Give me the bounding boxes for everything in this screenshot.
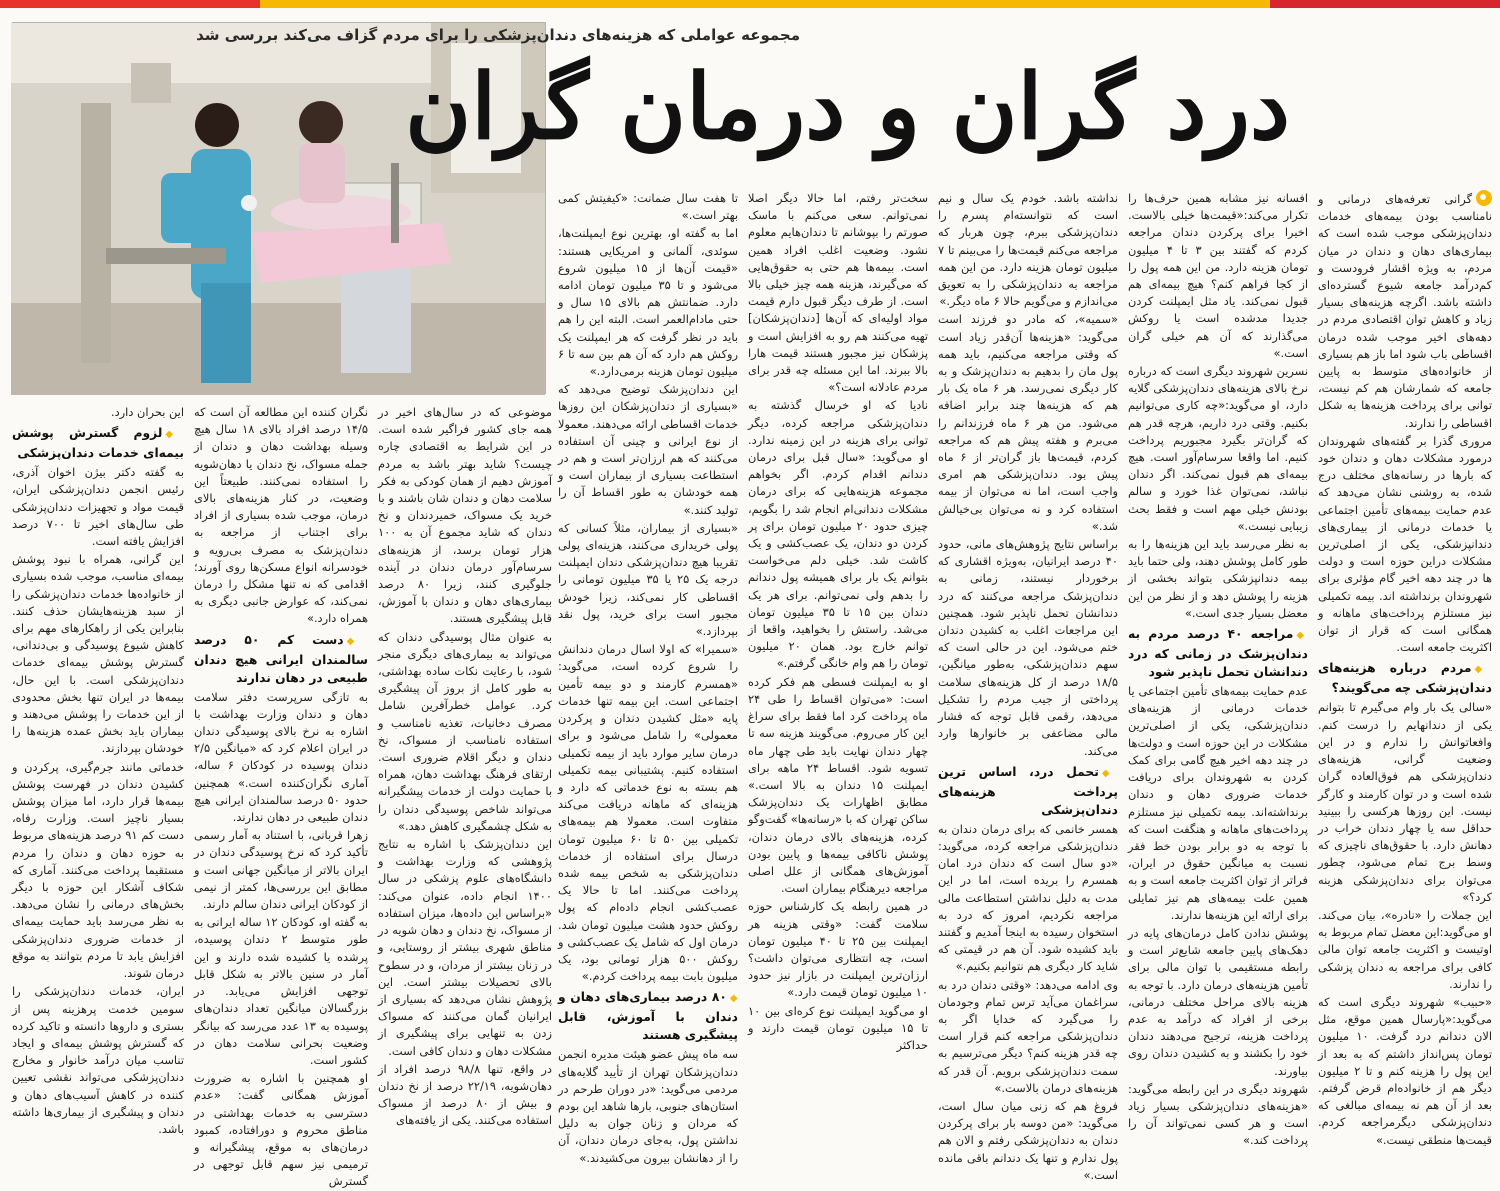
paragraph: فروغ هم که زنی میان سال است، می‌گوید: «من دوسه بار برای پرکردن دندان به دندان‌پزشکی رفتم و الان هم پول ندارم و تنها یک دندانم باقی مانده است.» [938,1098,1118,1182]
paragraph: خدماتی مانند جرم‌گیری، پرکردن و کشیدن دندان در فهرست پوشش بیمه‌ها قرار دارد، اما میزان پوشش بسیار ناچیز است. وزارت رفاه، دست کم ۹۱ درصد هزینه‌های مربوط به حوزه دهان و دندان را مردم مستقیما پرداخت می‌کنند. آماری که شکاف آشکار این حوزه با دیگر بخش‌های درمانی را نشان می‌دهد. به نظر می‌رسد باید حمایت بیمه‌ای از خدمات ضروری دندان‌پزشکی افزایش یابد تا مردم بتوانند به موقع درمان شوند. [12,759,184,981]
paragraph: سخت‌تر رفتم، اما حالا دیگر اصلا نمی‌توانم. سعی می‌کنم با ماسک صورتم را بپوشانم تا دندان‌هایم معلوم نشود. وضعیت اغلب افراد همین است. بیمه‌ها هم حتی به حقوق‌هایی که می‌گیرند، هزینه همه چیز خیلی بالا است. از طرف دیگر قبول دارم قیمت مواد اولیه‌ای که آن‌ها [دندان‌پزشکان] تهیه می‌کنند هم رو به افزایش است و پزشکان نیز مجبور هستند قیمت هارا بالا ببرند. اما این مسئله چه قدر برای مردم عادلانه است؟» [748,191,928,395]
paragraph: نگران کننده این مطالعه آن است که ۱۴/۵ درصد افراد بالای ۱۸ سال هیچ وسیله بهداشت دهان و دندان از جمله مسواک، نخ دندان یا دهان‌شویه را استفاده نمی‌کنند. طبیعتاً این وضعیت، در کنار هزینه‌های بالای درمان، موجب شده بسیاری از افراد برای اجتناب از مراجعه به دندان‌پزشک به مصرف بی‌رویه و خودسرانه انواع مسکن‌ها روی آورند؛ اقدامی که نه تنها مشکل را درمان نمی‌کند، که عوارض جانبی دیگری به همراه دارد.» [194,405,368,626]
paragraph: وی ادامه می‌دهد: «وقتی دندان درد به سراغمان می‌آید ترس تمام وجودمان را می‌گیرد که خدایا اگر به دندان‌پزشکی مراجعه کنم قرار است چه قدر هزینه کنم؟ دیگر می‌ترسیم به سمت دندان‌پزشکی برویم. آن قدر که هزینه‌های درمان بالاست.» [938,977,1118,1095]
paragraph: «سمیرا» که اولا اسال درمان دندانش را شروع کرده است، می‌گوید: «همسرم کارمند و دو بیمه تأمین اجتماعی است. این بیمه تنها خدمات پایه «مثل کشیدن دندان و پرکردن معمولی» را شامل می‌شود و برای درمان سایر موارد باید از بیمه تکمیلی استفاده کنیم. پشتیبانی بیمه تکمیلی هم بسته به نوع خدماتی که دارد و هزینه‌ای که ماهانه دریافت می‌کند متفاوت است. معمولا هم بیمه‌های تکمیلی بین ۵۰ تا ۶۰ میلیون تومان درسال برای استفاده از خدمات دندان‌پزشکی به شخص بیمه شده پرداخت می‌کنند. اما تا حالا یک عصب‌کشی انجام داده‌ام که پول روکش حدود هشت میلیون تومان شد. درمان اول که شامل یک عصب‌کشی و روکش ۵۰۰ هزار تومانی بود، یک میلیون بابت بیمه پرداخت کردم.» [558,642,738,984]
top-color-bar [0,0,1500,8]
paragraph: به نظر می‌رسد باید این هزینه‌ها را به طور کامل پوشش دهند، ولی حتما باید بیمه دندانپزشکی بتواند بخشی از هزینه را پوشش دهد و از نظر من این معضل بسیار جدی است.» [1128,537,1308,620]
paragraph: نداشته باشد. خودم یک سال و نیم است که نتوانسته‌ام پسرم را دندان‌پزشکی ببرم، چون هربار که مراجعه می‌کنم قیمت‌ها را می‌بینم تا ۷ میلیون تومان هزینه دارد. من این همه مراجعه به دندان‌پزشکی را به تعویق می‌اندازم و می‌گویم حالا ۶ ماه دیگر.» [938,191,1118,309]
paragraph: این گرانی، همراه با نبود پوشش بیمه‌ای مناسب، موجب شده بسیاری از خانواده‌ها خدمات دندان‌پزشکی را از سبد هزینه‌هایشان حذف کنند. بنابراین یکی از راهکارهای مهم برای کاهش شیوع پوسیدگی و بی‌دندانی، گسترش پوشش بیمه‌ای خدمات دندان‌پزشکی است. با این حال، بیمه‌ها در ایران تنها بخش محدودی از این خدمات را پوشش می‌دهند و بیماران باید بخش عمده هزینه‌ها را خودشان بپردازند. [12,552,184,756]
paragraph: سه ماه پیش عضو هیئت مدیره انجمن دندان‌پزشکان تهران از تأیید گلایه‌های مردمی می‌گوید: «در دوران طرحم در استان‌های جنوبی، بارها شاهد این بودم که مردان و زنان جوان به دلیل نداشتن پول، به‌جای درمان دندان، آن را از دهانشان بیرون می‌کشیدند.» [558,1047,738,1165]
paragraph: او می‌گوید ایمپلنت نوع کره‌ای بین ۱۰ تا ۱۵ میلیون تومان قیمت دارند و حداکثر [748,1003,928,1052]
paragraph: موضوعی که در سال‌های اخیر در همه جای کشور فراگیر شده است. در این شرایط به اقتصادی چاره چیست؟ شاید بهتر باشد به مردم آموزش دهیم از همان کودکی به فکر سلامت دهان و دندان شان باشند و با خرید یک مسواک، خمیردندان و نخ دندان که شاید مجموع آن به ۱۰۰ هزار تومان برسد، از هزینه‌های سرسام‌آور درمان دندان در آینده جلوگیری کنند، زیرا ۸۰ درصد بیماری‌های دهان و دندان با آموزش، قابل پیشگیری هستند. [378,405,552,626]
paragraph: براساس نتایج پژوهش‌های مانی، حدود ۴۰ درصد ایرانیان، به‌ویژه اقشاری که برخوردار نیستند، زمانی به دندان‌پزشک مراجعه می‌کنند که درد دندانشان تحمل ناپذیر شود. همچنین این مراجعات اغلب به کشیدن دندان ختم می‌شود. این در حالی است که سهم دندان‌پزشکی، به‌طور میانگین، ۱۸/۵ درصد از کل هزینه‌های سلامت پرداختی از جیب مردم را تشکیل می‌دهد، رقمی قابل توجه که فشار مالی مضاعفی بر خانوارها وارد می‌کند. [938,537,1118,758]
column-4 [747,190,929,1052]
column-3 [938,190,1118,1182]
column-2 [1128,190,1308,1148]
paragraph: در همین رابطه یک کارشناس حوزه سلامت گفت: «وقتی هزینه هر ایمپلنت بین ۲۵ تا ۴۰ میلیون تومان است، چه انتظاری می‌توان داشت؟ ارزان‌ترین ایمپلنت در بازار نیز حدود ۱۰ میلیون تومان قیمت دارد.» [748,899,928,1000]
paragraph: نسرین شهروند دیگری است که درباره نرخ بالای هزینه‌های دندان‌پزشکی گلایه دارد، او می‌گوید:«چه کاری می‌توانیم بکنیم. وقتی درد داریم، هرچه قدر هم که گران‌تر بگیرد مجبوریم پرداخت کنیم. اما واقعا سرسام‌آور است. هیچ بیمه‌ای هم قبول نمی‌کند. اگر دندان نباشد، نمی‌توان غذا خورد و سالم بودنش خیلی مهم است و فقط بحث زیبایی نیست.» [1128,364,1308,533]
paragraph: نادیا که او خرسال گذشته به دندان‌پزشکی مراجعه کرده، دیگر توانی برای هزینه در این زمینه ندارد. او می‌گوید: «سال قبل برای درمان دندانم اقدام کردم. اگر بخواهم مجموعه هزینه‌هایی که برای درمان مشکلات دندانی‌ام انجام شد را بگویم، چیزی حدود ۲۰ میلیون تومان برای پر کردن دو دندان، یک عصب‌کشی و یک کاشت شد. خیلی دلم می‌خواست بتوانم یک بار برای همیشه پول دندانم را بدهم ولی نمی‌توانم. برای هر یک دندان بین ۱۵ تا ۳۵ میلیون تومان می‌شد. راستش را بخواهید، واقعا از توانم خارج بود. همان ۲۰ میلیون تومان را هم وام خانگی گرفتم.» [748,398,929,671]
paragraph: تا هفت سال ضمانت: «کیفیتش کمی بهتر است.» [558,191,738,223]
paragraph: اما به گفته او، بهترین نوع ایمپلنت‌ها، سوئدی، آلمانی و امریکایی هستند: «قیمت آن‌ها از ۱۵ میلیون شروع می‌شود و تا ۳۵ میلیون تومان ادامه دارد. ضمانتش هم بالای ۱۵ سال و حتی مادام‌العمر است. البته این را هم باید در نظر گرفت که هر ایمپلنت یک روکش هم دارد که آن هم بین سه تا ۶ میلیون تومان هزینه برمی‌دارد.» [558,226,739,379]
subheading: ◆ مردم درباره هزینه‌های دندان‌پزشکی چه می‌گویند؟ [1318,659,1492,697]
paragraph: این دندان‌پزشک با اشاره به نتایج پژوهشی که وزارت بهداشت و دانشگاه‌های علوم پزشکی در سال ۱۴۰۰ انجام داده، عنوان می‌کند: «براساس این داده‌ها، میزان استفاده از مسواک، نخ دندان و دهان شویه در مناطق شهری بیشتر از روستایی، و در زنان بیشتر از مردان، و در سطوح بالای تحصیلات بیشتر است. این پژوهش نشان می‌دهد که بسیاری از ایرانیان گمان می‌کنند که مسواک زدن به تنهایی برای پیشگیری از مشکلات دهان و دندان کافی است. [378,837,552,1058]
subheading: ◆ تحمل درد، اساس ترین پرداخت هزینه‌های دندان‌پزشکی [938,763,1118,819]
subheading: ◆ ۸۰ درصد بیماری‌های دهان و دندان با آموزش، قابل پیشگیری هستند [558,988,738,1044]
paragraph: به عنوان مثال پوسیدگی دندان که می‌تواند به بیماری‌های دیگری منجر شود، با رعایت نکات ساده بهداشتی، به طور کامل از بروز آن پیشگیری کرد. عوامل خطرآفرین شامل مصرف دخانیات، تغذیه نامناسب و استفاده نامناسب از مسواک، نخ دندان و دیگر اقلام ضروری است. ارتقای فرهنگ بهداشت دهان، همراه با حمایت دولت از خدمات پیشگیرانه می‌تواند شاخص پوسیدگی دندان را به شکل چشمگیری کاهش دهد.» [378,629,552,833]
column-8 [378,404,552,1128]
paragraph: «سمیه»، که مادر دو فرزند است می‌گوید: «هزینه‌ها آن‌قدر زیاد است که وقتی مراجعه می‌کنیم، باید همه پول مان را بدهیم به دندان‌پزشک و به کار دیگری نمی‌رسد. هر ۶ ماه یک بار هم که هزینه‌ها چند برابر اضافه می‌شود. من هر ۶ ماه فرزندانم را می‌برم و هفته پیش هم که مراجعه کردم، قیمت‌ها باز گران‌تر از ۶ ماه پیش بود. دندان‌پزشکی هم امری واجب است، اما نه می‌توان از بیمه استفاده کرد و نه می‌توان بی‌خیالش شد.» [938,312,1118,533]
paragraph: به گفته دکتر بیژن اخوان آذری، رئیس انجمن دندان‌پزشکی ایران، قیمت مواد و تجهیزات دندان‌پزشکی طی سال‌های اخیر تا ۷۰۰ درصد افزایش یافته است. [12,465,184,549]
paragraph: پوشش ندادن کامل درمان‌های پایه در دهک‌های پایین جامعه شایع‌تر است و رابطه مستقیمی با توان مالی برای تأمین هزینه‌های درمان دارد. با توجه به هزینه بالای مراحل مختلف درمانی، برخی از افراد که درآمد به عدم پرداخت هزینه، ترجیح می‌دهند دندان خود را بکشند و به کشیدن دندان روی بیاورند. [1128,925,1308,1078]
bullet-icon [1476,190,1492,206]
paragraph: او به ایمپلنت فسطی هم فکر کرده است: «می‌توان اقساط را طی ۲۴ ماه پرداخت کرد اما فقط برای سراغ این کار می‌روم. می‌گویند هزینه سه تا چهار دندان نهایت باید طی چهار ماه تسویه شود. اقساط ۲۴ ماهه برای ایمپلنت ۱۵ دندان به بالا است.» مطابق اظهارات یک دندان‌پزشک ساکن تهران که با «رسانه‌ها» گفت‌وگو کرده، هزینه‌های بالای درمان دندان، پوشش ناکافی بیمه‌ها و پایین بودن آموزش‌های همگانی از علل اصلی مراجعه دیرهنگام بیماران است. [747,674,928,896]
paragraph: مروری گذرا بر گفته‌های شهروندان درمورد مشکلات دهان و دندان خود که بارها در رسانه‌های مختلف درج شده، به روشنی نشان می‌دهد که عدم حمایت بیمه‌های تأمین اجتماعی یا خدمات درمانی از بیماری‌های دندانپزشکی، یکی از اصلی‌ترین مشکلات دراین حوزه است و دولت ها در چند دهه اخیر گام مؤثری برای شهروندان برنداشته اند. بیمه تکمیلی نیز مستلزم پرداخت‌های ماهانه و همگانی است که قرار از توان اکثریت جامعه است. [1318,433,1492,655]
article-kicker: مجموعه عواملی که هزینه‌های دندان‌پزشکی را برای مردم گزاف می‌کند بررسی شد [196,26,800,44]
paragraph: همسر خانمی که برای درمان دندان به دندان‌پزشکی مراجعه کرده، می‌گوید: «دو سال است که دندان درد امان همسرم را بریده است، اما در این مدت به دلیل نداشتن استطاعت مالی مراجعه نکردیم، امروز که درد به استخوان رسیده به اینجا آمدیم و گفتند باید کشیده شود. آن هم در قیمتی که شاید کار دیگری هم نتوانیم بکنیم.» [938,821,1118,974]
article-headline: درد گران و درمان گران [405,54,1290,160]
paragraph: «سالی یک بار وام می‌گیرم تا بتوانم یکی از دندانهایم را درست کنم. وافعاتوانش را ندارم و در این وضعیت گرانی، هزینه‌های دندان‌پزشکی هم فوق‌العاده گران شده است و در توان کارمند و کارگر نیست. این روزها هرکسی را ببینید حداقل سه یا چهار دندان خراب در دهانش دارد. با حقوق‌های ناچیزی که وسط برج تمام می‌شود، چطور می‌توان برای دندان‌پزشکی هزینه کرد؟» [1318,700,1492,904]
column-6 [12,404,184,1136]
paragraph: «بسیاری از بیماران، مثلاً کسانی که پولی خریداری می‌کنند، هزینه‌ای پولی تقریبا هیچ دندان‌پزشکی دندان ایمپلنت درجه یک ۲۵ یا ۳۵ میلیون تومانی را اقساطی کار نمی‌کند، زیرا خودش مجبور است برای خرید، پول نقد بپردازد.» [558,520,738,639]
paragraph: او همچنین با اشاره به ضرورت آموزش همگانی گفت: «عدم دسترسی به خدمات بهداشتی در مناطق محروم و دورافتاده، کمبود درمان‌های به موقع، پیشگیرانه و ترمیمی نیز سهم قابل توجهی در گسترش [194,1071,368,1189]
lead-paragraph: گرانی تعرفه‌های درمانی و نامناسب بودن بیمه‌های خدمات دندان‌پزشکی موجب شده است که بیماری‌های دهان و دندان در میان مردم، به ویژه اقشار فرودست و کم‌درآمد جامعه شیوع گسترده‌ای داشته باشد. اگرچه هزینه‌های بسیار زیاد و کاهش توان اقتصادی مردم در دهه‌های اخیر موجب شده درمان اقساطی باب شود اما باز هم بسیاری از خانواده‌های متوسط به پایین جامعه که شمارشان هم کم نیست، توانی برای پرداخت هزینه‌ها به شکل اقساطی را ندارند. [1318,192,1492,430]
paragraph: افسانه نیز مشابه همین حرف‌ها را تکرار می‌کند:«قیمت‌ها خیلی بالاست. اخیرا برای پرکردن دندان مراجعه کردم که گفتند بین ۳ تا ۴ میلیون تومان هزینه دارد. من این همه پول را از کجا فراهم کنم؟ هیچ بیمه‌ای هم قبول نمی‌کند. یاد مثل ایمپلنت کردن جدیدا مدشده است یا روکش می‌گذارند که آن هم خیلی گران است.» [1128,191,1308,360]
subheading: ◆ لزوم گسترش پوشش بیمه‌ای خدمات دندان‌پزشکی [12,424,184,462]
paragraph: شهروند دیگری در این رابطه می‌گوید: «هزینه‌های دندان‌پزشکی بسیار زیاد است و هر کسی نمی‌تواند آن را پرداخت کند.» [1128,1081,1308,1148]
subheading: ◆ مراجعه ۴۰ درصد مردم به دندان‌پزشک در زمانی که درد دندانشان تحمل ناپذیر شود [1128,625,1308,681]
section-tab-left [0,0,260,8]
paragraph: عدم حمایت بیمه‌های تأمین اجتماعی یا خدمات درمانی از هزینه‌های دندان‌پزشکی، یکی از اصلی‌ترین مشکلات در این حوزه است و دولت‌ها در چند دهه اخیر هیچ گامی برای کمک کردن به شهروندان برای دریافت خدمات ضروری دهان و دندان برنداشته‌اند. بیمه تکمیلی نیز مستلزم پرداخت‌های ماهانه و هنگفت است که با توجه به دو برابر بودن خط فقر نسبت به میانگین حقوق در ایران، فراتر از توان اکثریت جامعه است و به همین علت بیمه‌های هم نیز تمایلی برای ارائه این هزینه‌ها ندارند. [1128,684,1308,922]
paragraph: «حبیب» شهروند دیگری است که می‌گوید:«پارسال همین موقع، مثل الان دندانم درد گرفت. ۱۰ میلیون تومان پس‌انداز داشتم که به‌ بعد از این پول را هزینه کنم و تا ۲ میلیون دیگر هم از خانواده‌ام قرض گرفتم. بعد از آن هم نه بیمه‌ای مبالغی که دندان‌پزشکی دیگرمراجعه کردم. قیمت‌ها منطقی نیست.» [1318,994,1493,1147]
paragraph: این بحران دارد. [110,405,184,419]
paragraph: ایران، خدمات دندان‌پزشکی را سومین خدمت پرهزینه پس از بستری و داروها دانسته و تاکید کرده که گسترش پوشش بیمه‌ای و ایجاد تناسب میان درآمد خانوار و مخارج دندان‌پزشکی می‌تواند نقشی تعیین کننده در کاهش آسیب‌های دهان و دندان و پیشگیری از بیماری‌ها داشته باشد. [12,984,184,1136]
paragraph: زهرا قربانی، با استناد به آمار رسمی تأکید کرد که نرخ پوسیدگی دندان در ایران بالاتر از میانگین جهانی است و مطابق این بررسی‌ها، کمتر از نیمی از کودکان ایرانی دندان سالم دارند. [194,828,368,912]
column-1 [1318,190,1493,1147]
paragraph: این دندان‌پزشک توضیح می‌دهد که «بسیاری از دندان‌پزشکان این روزها خدمات اقساطی ارائه می‌دهند. معمولا از نوع ایرانی و چینی آن استفاده می‌کنند که هم ارزان‌تر است و هم در استطاعت بسیاری از بیماران است و همه خودشان به طور اقساط آن را تولید کنند.» [558,382,738,517]
column-5 [558,190,739,1165]
paragraph: به تازگی سرپرست دفتر سلامت دهان و دندان وزارت بهداشت با اشاره به نرخ بالای پوسیدگی دندان در ایران اعلام کرد که «میانگین ۲/۵ دندان پوسیده در کودکان ۶ ساله، آماری نگران‌کننده است.» همچنین حدود ۵۰ درصد سالمندان ایرانی هیچ دندان طبیعی در دهان ندارند. [194,689,369,825]
section-tab-right [1270,0,1500,8]
paragraph: این جملات را «نادره»، بیان می‌کند. او می‌گوید:این معضل تمام مربوط به اوتیست و اکثریت جامعه توان مالی کافی برای مراجعه به دندان پزشکی را ندارند. [1318,907,1492,991]
paragraph: در واقع، تنها ۹۸/۸ درصد افراد از دهان‌شویه، ۲۲/۱۹ درصد از نخ دندان و بیش از ۸۰ درصد از مسواک استفاده می‌کنند. یکی از یافته‌های [378,1061,552,1128]
column-7 [194,404,369,1189]
paragraph: به گفته او، کودکان ۱۲ ساله ایرانی به طور متوسط ۲ دندان پوسیده، پرشده یا کشیده شده دارند و این آمار در سنین بالاتر به شکل قابل توجهی افزایش می‌یابد. در بزرگسالان میانگین تعداد دندان‌های پوسیده به ۱۳ عدد می‌رسد که بیانگر وضعیت بحرانی سلامت دهان در کشور است. [194,915,368,1067]
subheading: ◆ دست کم ۵۰ درصد سالمندان ایرانی هیچ دندان طبیعی در دهان ندارند [194,631,368,687]
